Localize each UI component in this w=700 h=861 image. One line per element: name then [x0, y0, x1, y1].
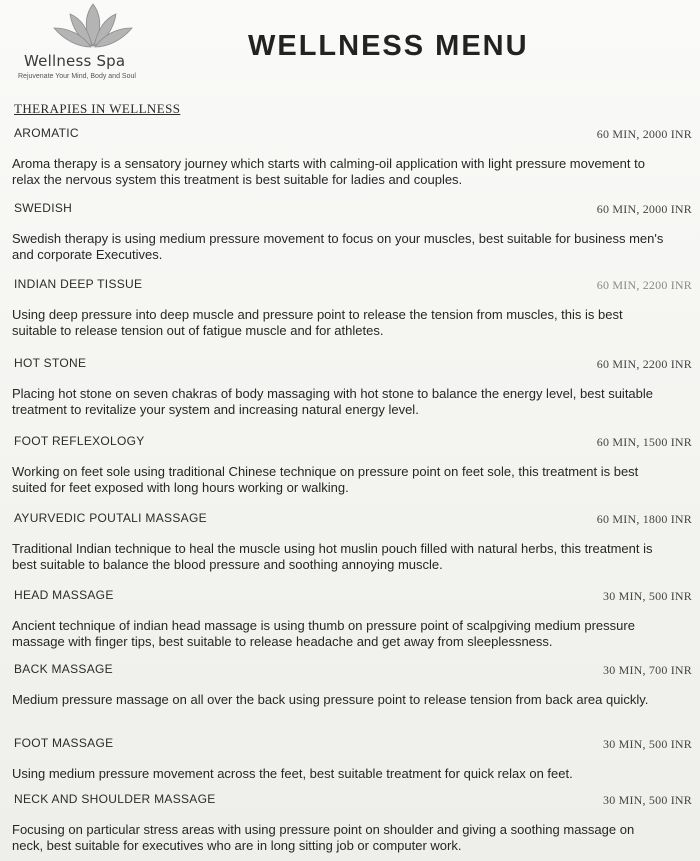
therapy-price: 60 MIN, 1800 INR — [596, 512, 692, 526]
therapy-price: 30 MIN, 500 INR — [603, 737, 692, 751]
therapy-description: Working on feet sole using traditional Chinese technique on pressure point on feet sole, this treatment is best suited for feet exposed with long hours working or walking. — [12, 464, 639, 495]
therapy-price: 30 MIN, 500 INR — [603, 793, 692, 807]
therapy-description: Using deep pressure into deep muscle and pressure point to release the tension from muscles, this is best suitable to release tension out of fatigue muscle and for athletes. — [12, 307, 623, 338]
therapy-description: Aroma therapy is a sensatory journey which starts with calming-oil application with light pressure movement to relax the nervous system this treatment is best suitable for ladies and couples. — [12, 156, 645, 187]
section-title: THERAPIES IN WELLNESS — [14, 101, 181, 116]
therapy-description: Ancient technique of indian head massage is using thumb on pressure point of scalpgiving medium pressure massage with finger tips, best suitable to release headache and get away from sleeplessness. — [12, 618, 635, 649]
therapy-hot-stone — [10, 356, 692, 418]
spa-logo — [16, 0, 176, 88]
therapy-indian-deep-tissue — [10, 277, 692, 339]
lotus-icon — [48, 0, 138, 52]
therapy-swedish — [10, 201, 692, 263]
therapy-neck-and-shoulder-massage — [10, 792, 692, 854]
therapy-ayurvedic-poutali-massage — [10, 511, 692, 573]
therapy-name: BACK MASSAGE — [14, 662, 113, 676]
therapy-name: NECK AND SHOULDER MASSAGE — [14, 792, 216, 806]
therapy-head-massage — [10, 588, 692, 650]
brand-name: Wellness Spa — [24, 52, 126, 70]
therapy-description: Focusing on particular stress areas with using pressure point on shoulder and giving a soothing massage on neck, best suitable for executives who are in long sitting job or computer work. — [12, 822, 635, 853]
therapy-name: FOOT REFLEXOLOGY — [14, 434, 145, 448]
therapy-description: Traditional Indian technique to heal the muscle using hot muslin pouch filled with natural herbs, this treatment is best suitable to balance the blood pressure and soothing annoying muscle. — [12, 541, 653, 572]
therapy-price: 30 MIN, 500 INR — [603, 589, 692, 603]
therapy-description: Placing hot stone on seven chakras of body massaging with hot stone to balance the energy level, best suitable treatment to revitalize your system and increasing natural energy level. — [12, 386, 654, 417]
therapy-back-massage — [10, 662, 692, 708]
therapy-price: 60 MIN, 2000 INR — [596, 127, 692, 141]
therapy-description: Using medium pressure movement across the feet, best suitable treatment for quick relax on feet. — [12, 766, 573, 781]
therapy-price: 60 MIN, 1500 INR — [596, 435, 692, 449]
therapy-price: 60 MIN, 2000 INR — [596, 202, 692, 216]
therapy-name: INDIAN DEEP TISSUE — [14, 277, 143, 291]
therapy-description: Medium pressure massage on all over the back using pressure point to release tension from back area quickly. — [12, 692, 649, 707]
therapy-price: 60 MIN, 2200 INR — [596, 357, 692, 371]
brand-tagline: Rejuvenate Your Mind, Body and Soul — [18, 73, 136, 80]
therapy-price: 60 MIN, 2200 INR — [596, 278, 692, 292]
therapy-name: HEAD MASSAGE — [14, 588, 114, 602]
therapy-aromatic — [10, 126, 692, 188]
therapy-foot-reflexology — [10, 434, 692, 496]
page-title: WELLNESS MENU — [248, 30, 529, 62]
therapy-description: Swedish therapy is using medium pressure movement to focus on your muscles, best suitable for business men's and corporate Executives. — [12, 231, 664, 262]
therapy-name: HOT STONE — [14, 356, 87, 370]
therapy-foot-massage — [10, 736, 692, 782]
therapy-name: AROMATIC — [14, 126, 79, 140]
therapy-name: FOOT MASSAGE — [14, 736, 114, 750]
therapy-name: AYURVEDIC POUTALI MASSAGE — [14, 511, 207, 525]
therapy-price: 30 MIN, 700 INR — [603, 663, 692, 677]
therapy-name: SWEDISH — [14, 201, 73, 215]
